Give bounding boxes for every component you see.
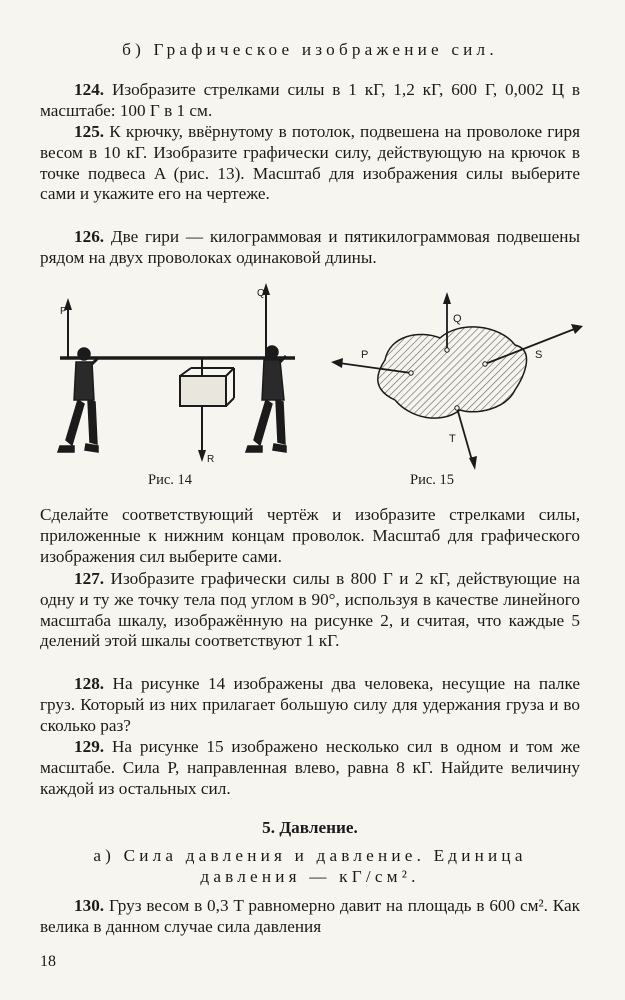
problem-126-continuation	[40, 505, 580, 567]
figure-15-caption: Рис. 15	[410, 472, 455, 488]
problem-text: Изобразите графически силы в 800 Г и 2 кГ, действующие на одну и ту же точку тела под углом в 90°, используя в качестве линейного масштаба шкалу, изображённую на рисунке 2, и считая, что каждые 5 делений этой шкалы соответствуют 1 кГ.	[40, 569, 581, 651]
page-number: 18	[40, 953, 56, 970]
figure-14-caption: Рис. 14	[148, 472, 193, 488]
fig15-label-t: T	[449, 433, 456, 445]
problem-text: Сделайте соответствующий чертёж и изобразите стрелками силы, приложенные к нижним концам проволок. Масштаб для графического изображения сил выберите сами.	[40, 505, 580, 566]
subsection-heading-line-1: а) Сила давления и давление. Единица	[93, 846, 527, 865]
problem-number: 127.	[74, 569, 105, 588]
problem-text: Груз весом в 0,3 T равномерно давит на площадь в 600 см². Как велика в данном случае сила давления	[40, 896, 580, 936]
problem-126	[40, 227, 580, 269]
problem-text: На рисунке 14 изображены два человека, несущие на палке груз. Который из них прилагает большую силу для удержания груза и во сколько раз?	[40, 674, 580, 735]
problem-text: Две гири — килограммовая и пятикилограммовая подвешены рядом на двух проволоках одинаковой длины.	[40, 227, 581, 267]
fig14-label-p: P	[60, 306, 67, 317]
section-heading-text: б) Графическое изображение сил.	[122, 40, 498, 59]
problem-number: 128.	[74, 674, 105, 693]
problem-text: К крючку, ввёрнутому в потолок, подвешена на проволоке гиря весом в 10 кГ. Изобразите графически силу, действующую на крючок в точке подвеса A (рис. 13). Масштаб для изображения силы выберите сами и укажите его на чертеже.	[40, 122, 581, 204]
problem-number: 130.	[74, 896, 105, 915]
problem-number: 125.	[74, 122, 105, 141]
problem-128	[40, 674, 580, 736]
fig15-label-s: S	[535, 349, 543, 361]
problem-number: 124.	[74, 80, 105, 99]
fig14-label-r: R	[207, 454, 215, 465]
chapter-heading	[40, 818, 580, 839]
problem-125	[40, 122, 580, 205]
problem-number: 126.	[74, 227, 105, 246]
fig15-label-p: P	[361, 349, 369, 361]
problem-text: Изобразите стрелками силы в 1 кГ, 1,2 кГ, 600 Г, 0,002 Ц в масштабе: 100 Г в 1 см.	[40, 80, 580, 120]
body-shape	[378, 327, 527, 418]
fig15-label-q: Q	[453, 313, 462, 325]
section-heading	[40, 40, 580, 61]
subsection-heading-line-2: давления — кГ/см².	[200, 866, 420, 886]
problem-124	[40, 80, 580, 122]
problem-127	[40, 569, 580, 652]
problem-130	[40, 896, 580, 938]
subsection-heading	[40, 846, 580, 888]
problem-number: 129.	[74, 737, 105, 756]
problem-text: На рисунке 15 изображено несколько сил в одном и том же масштабе. Сила P, направленная влево, равна 8 кГ. Найдите величину каждой из остальных сил.	[40, 737, 581, 798]
figure-15-forces-on-body	[325, 290, 590, 470]
figure-14-men-carrying-load	[40, 280, 310, 470]
fig14-label-q: Q	[257, 288, 265, 299]
chapter-heading-text: 5. Давление.	[262, 818, 358, 837]
problem-129	[40, 737, 580, 799]
